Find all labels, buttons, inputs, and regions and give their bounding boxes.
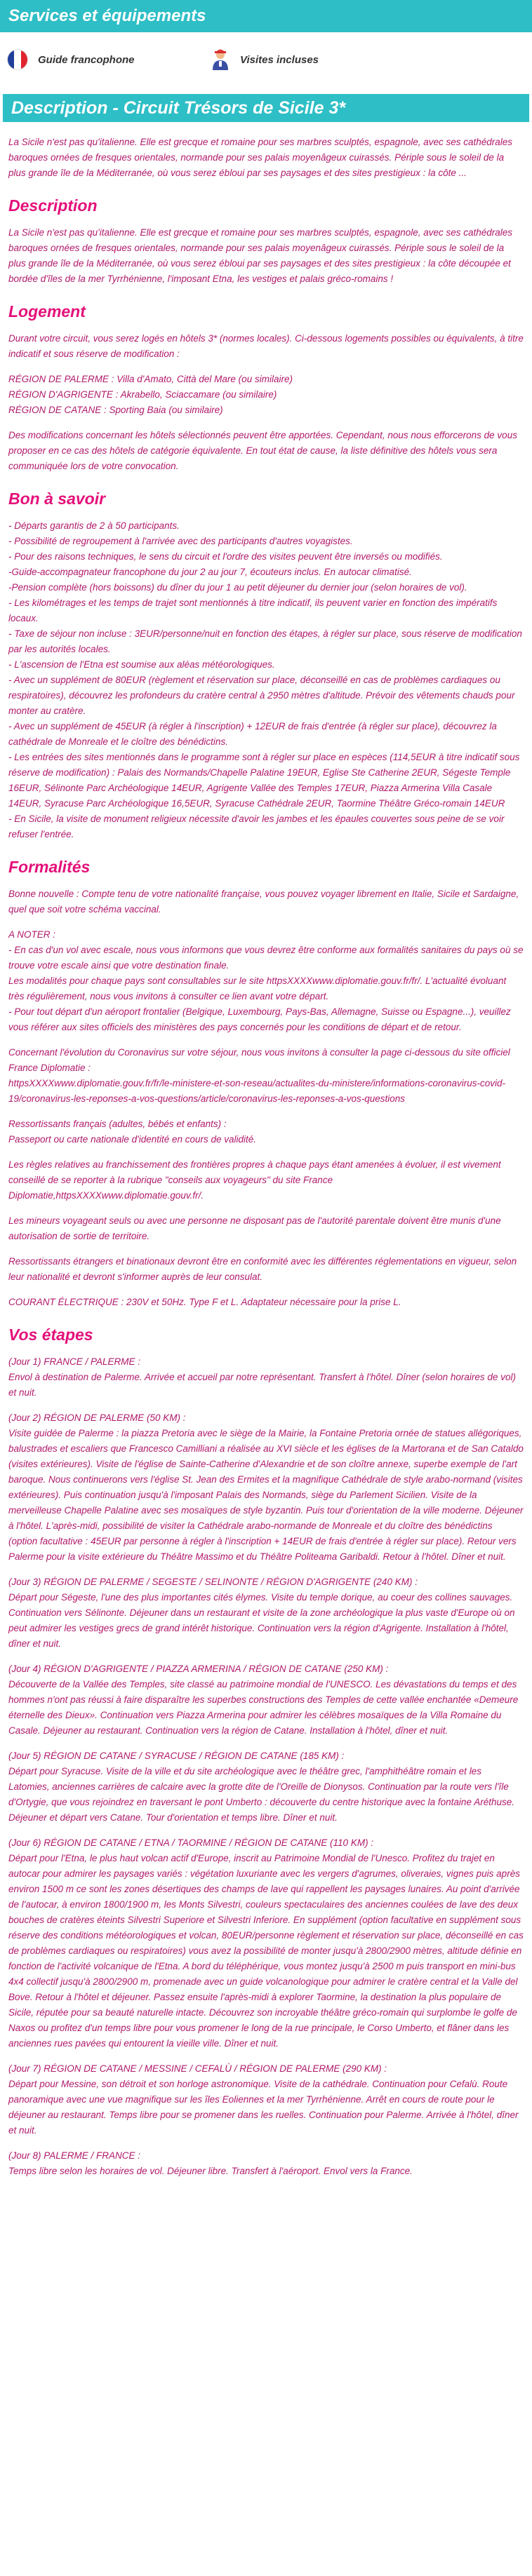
section-paragraph: (Jour 8) PALERME / FRANCE : Temps libre selon les horaires de vol. Déjeuner libre. Transfert à l'aéroport. Envol vers la France. <box>8 2150 413 2176</box>
section-paragraph: La Sicile n'est pas qu'italienne. Elle est grecque et romaine pour ses marbres sculptés, espagnole, avec ses cathédrales baroques ornées de fresques orientales, normande pour ses palais moyenâgeux cuirassés. Périple sous le soleil de la plus grande île de la Méditerranée, où vous serez ébloui par ses paysages et des sites prestigieux : la côte découpée et bordée d'îles de la mer Tyrrhénienne, l'imposant Etna, les vestiges et palais gréco-romains ! <box>8 227 513 284</box>
section-paragraph: (Jour 2) RÉGION DE PALERME (50 KM) : Visite guidée de Palerme : la piazza Pretoria avec le siège de la Mairie, la Fontaine Pretoria ornée de statues allégoriques, balustrades et escaliers que Francesco Camilliani a réalisée au XVI siècle et les églises de la Martorana et de San Cataldo (visites extérieures). Visite de l'église de Sainte-Catherine d'Alexandrie et de son cloître annexe, superbe exemple de l'art baroque. Nous continuerons vers l'église St. Jean des Ermites et la magnifique Cathédrale de style arabo-normand (visites extérieures). Puis continuation jusqu'à l'imposant Palais des Normands, siège du Parlement Sicilien. Visite de la merveilleuse Chapelle Palatine avec ses mosaïques de style byzantin. Puis tour d'orientation de la ville moderne. Déjeuner à l'hôtel. L'après-midi, possibilité de visiter la Cathédrale arabo-normande de Monreale et du cloître des bénédictins (option facultative : 45EUR par personne à régler à l'inscription + 14EUR de frais d'entrée à régler sur place). Retour vers Palerme pour la visite extérieure du Théâtre Massimo et du Théâtre Politeama Garibaldi. Retour à l'hôtel. Dîner et nuit. <box>8 1412 524 1562</box>
section-paragraph: COURANT ÉLECTRIQUE : 230V et 50Hz. Type F et L. Adaptateur nécessaire pour la prise L. <box>8 1297 401 1307</box>
intro-text: La Sicile n'est pas qu'italienne. Elle est grecque et romaine pour ses marbres sculptés, espagnole, avec ses cathédrales baroques ornées de fresques orientales, normande pour ses palais moyenâgeux cuirassés. Périple sous le soleil de la plus grande île de la Méditerranée, où vous serez ébloui par ses paysages et des sites prestigieux : la côte ... <box>8 137 513 178</box>
service-label: Guide francophone <box>38 53 135 66</box>
section-heading: Description <box>8 196 98 215</box>
section-paragraph: (Jour 3) RÉGION DE PALERME / SEGESTE / SELINONTE / RÉGION D'AGRIGENTE (240 KM) : Départ pour Ségeste, l'une des plus importantes cités élymes. Visite du temple dorique, au coeur des collines sauvages. Continuation vers Sélinonte. Déjeuner dans un restaurant et visite de la zone archéologique la plus vaste d'Europe où on peut admirer les vestiges grecs de grand intérêt historique. Continuation vers la région d'Agrigente. Installation à l'hôtel, dîner et nuit. <box>8 1577 515 1649</box>
section-paragraph: Les mineurs voyageant seuls ou avec une personne ne disposant pas de l'autorité parentale doivent être munis d'une autorisation de sortie de territoire. <box>8 1215 501 1241</box>
section-paragraph: Bonne nouvelle : Compte tenu de votre nationalité française, vous pouvez voyager librement en Italie, Sicile et Sardaigne, quel que soit votre schéma vaccinal. <box>8 889 519 915</box>
section-heading: Vos étapes <box>8 1326 93 1344</box>
section-heading: Bon à savoir <box>8 490 106 508</box>
section-paragraph: Concernant l'évolution du Coronavirus sur votre séjour, nous vous invitons à consulter la page ci-dessous du site officiel France Diplomatie : httpsXXXXwww.diplomatie.gouv.fr/fr/le-ministere-et-son-reseau/actualites-du-ministere/informations-coronavirus-covid-19/coronavirus-les-reponses-a-vos-questions/article/coronavirus-les-reponses-a-vos-questions <box>8 1047 510 1104</box>
services-banner: Services et équipements <box>0 0 532 32</box>
section-paragraph: Ressortissants étrangers et binationaux devront être en conformité avec les différentes réglementations en vigueur, selon leur nationalité et devront s'informer auprès de leur consulat. <box>8 1256 517 1282</box>
section-paragraph: - Départs garantis de 2 à 50 participants. - Possibilité de regroupement à l'arrivée avec des participants d'autres voyagistes. - Pour des raisons techniques, le sens du circuit et l'ordre des visites peuvent être inversés ou modifiés. -Guide-accompagnateur francophone du jour 2 au jour 7, écouteurs inclus. En autocar climatisé. -Pension complète (hors boissons) du dîner du jour 1 au petit déjeuner du dernier jour (selon horaires de vol). - Les kilométrages et les temps de trajet sont mentionnés à titre indicatif, ils peuvent varier en fonction des impératifs locaux. - Taxe de séjour non incluse : 3EUR/personne/nuit en fonction des étapes, à régler sur place, sous réserve de modification par les autorités locales. - L'ascension de l'Etna est soumise aux aléas météorologiques. - Avec un supplément de 80EUR (règlement et réservation sur place, déconseillé en cas de problèmes cardiaques ou respiratoires), découvrez les profondeurs du cratère central à 2950 mètres d'altitude. Prévoir des vêtements chauds pour monter au cratère. - Avec un supplément de 45EUR (à régler à l'inscription) + 12EUR de frais d'entrée (à régler sur place), découvrez la cathédrale de Monreale et le cloître des bénédictins. - Les entrées des sites mentionnés dans le programme sont à régler sur place en espèces (114,5EUR à titre indicatif sous réserve de modification) : Palais des Normands/Chapelle Palatine 19EUR, Eglise Ste Catherine 2EUR, Ségeste Temple 16EUR, Sélinonte Parc Archéologique 14EUR, Agrigente Vallée des Temples 17EUR, Piazza Armerina Villa Casale 14EUR, Syracuse Parc Archéologique 16,5EUR, Syracuse Cathédrale 2EUR, Taormine Théâtre Gréco-romain 14EUR - En Sicile, la visite de monument religieux nécessite d'avoir les jambes et les épaules couvertes sous peine de se voir refuser l'entrée. <box>8 520 522 839</box>
service-item-visits <box>211 49 319 70</box>
section-paragraph: (Jour 5) RÉGION DE CATANE / SYRACUSE / RÉGION DE CATANE (185 KM) : Départ pour Syracuse. Visite de la ville et du site archéologique avec le théâtre grec, l'amphithéâtre romain et les Latomies, anciennes carrières de calcaire avec la grotte dite de l'Oreille de Dionysos. Continuation par la route vers l'île d'Ortygie, que vous rejoindrez en traversant le pont Umberto : découverte du centre historique avec la fontaine Aréthuse. Déjeuner et départ vers Catane. Tour d'orientation et temps libre. Dîner et nuit. <box>8 1751 514 1823</box>
section-paragraph: (Jour 6) RÉGION DE CATANE / ETNA / TAORMINE / RÉGION DE CATANE (110 KM) : Départ pour l'Etna, le plus haut volcan actif d'Europe, inscrit au Patrimoine Mondial de l'Unesco. Profitez du trajet en autocar pour admirer les paysages variés : végétation luxuriante avec les vergers d'agrumes, oliveraies, vignes puis après environ 1500 m ce sont les zones désertiques des champs de lave qui rappellent les paysages lunaires. Au point d'arrivée de l'autocar, à environ 1800/1900 m, les Monts Silvestri, couleurs spectaculaires des anciennes coulées de lave des deux bouches de cratères éteints Silvestri Superiore et Silvestri Inferiore. En supplément (option facultative en supplément sous réserve des conditions météorologiques et volcan, 80EUR/personne règlement et réservation sur place, déconseillé en cas de problèmes cardiaques ou respiratoires) vous avez la possibilité de monter jusqu'à 2800/2900 mètres, altitude définie en fonction de l'activité volcanique de l'Etna. A bord du téléphérique, vous montez jusqu'à 2500 m puis transport en mini-bus 4x4 collectif jusqu'à 2800/2900 m, promenade avec un guide volcanologique pour admirer le cratère central et la Valle del Bove. Retour à l'hôtel et déjeuner. Passez ensuite l'après-midi à explorer Taormine, la destination la plus populaire de Sicile, réputée pour sa beauté naturelle intacte. Découvrez son incroyable théâtre gréco-romain qui surplombe le golfe de Naxos ou profitez d'un temps libre pour vous promener le long de la rue principale, le Corso Umberto, et flâner dans les anciennes rues pavées qui entourent la vieille ville. Dîner et nuit. <box>8 1837 524 2049</box>
main-content <box>0 135 532 2179</box>
services-list <box>0 32 532 94</box>
section-paragraph: A NOTER : - En cas d'un vol avec escale, nous vous informons que vous devrez être conforme aux formalités sanitaires du pays où se trouve votre escale ainsi que votre destination finale. Les modalités pour chaque pays sont consultables sur le site httpsXXXXwww.diplomatie.gouv.fr/fr/. L'actualité évoluant très régulièrement, nous vous invitons à consulter ce lien avant votre départ. - Pour tout départ d'un aéroport frontalier (Belgique, Luxembourg, Pays-Bas, Allemagne, Suisse ou Espagne...), veuillez vous référer aux sites officiels des ministères des pays concernés pour les conditions de départ et de retour. <box>8 929 524 1032</box>
section-paragraph: Des modifications concernant les hôtels sélectionnés peuvent être apportées. Cependant, nous nous efforcerons de vous proposer en ce cas des hôtels de catégorie équivalente. En tout état de cause, la liste définitive des hôtels vous sera communiquée lors de votre convocation. <box>8 430 517 471</box>
section-paragraph: (Jour 4) RÉGION D'AGRIGENTE / PIAZZA ARMERINA / RÉGION DE CATANE (250 KM) : Découverte de la Vallée des Temples, site classé au patrimoine mondial de l'UNESCO. Les dévastations du temps et des hommes n'ont pas réussi à faire disparaître les superbes constructions des Temples de cette vallée enchantée «Demeure éternelle des Dieux». Continuation vers Piazza Armerina pour admirer les célèbres mosaïques de la Villa Romaine du Casale. Déjeuner au restaurant. Continuation vers la région de Catane. Installation à l'hôtel, dîner et nuit. <box>8 1664 519 1736</box>
description-banner: Description - Circuit Trésors de Sicile 3* <box>3 94 529 122</box>
section-paragraph: Les règles relatives au franchissement des frontières propres à chaque pays étant amenées à évoluer, il est vivement conseillé de se reporter à la rubrique "conseils aux voyageurs" du site France Diplomatie,httpsXXXXwww.diplomatie.gouv.fr/. <box>8 1159 501 1201</box>
france-flag-icon <box>7 49 28 70</box>
section-paragraph: RÉGION DE PALERME : Villa d'Amato, Città del Mare (ou similaire) RÉGION D'AGRIGENTE : Akrabello, Sciaccamare (ou similaire) RÉGION DE CATANE : Sporting Baia (ou similaire) <box>8 374 293 415</box>
section-paragraph: (Jour 7) RÉGION DE CATANE / MESSINE / CEFALÙ / RÉGION DE PALERME (290 KM) : Départ pour Messine, son détroit et son horloge astronomique. Visite de la cathédrale. Continuation pour Cefalù. Route panoramique avec une vue magnifique sur les îles Eoliennes et la mer Tyrrhénienne. Arrêt en cours de route pour le déjeuner au restaurant. Temps libre pour se promener dans les ruelles. Continuation pour Palerme. Arrivée à l'hôtel, dîner et nuit. <box>8 2063 519 2136</box>
service-label: Visites incluses <box>240 53 319 66</box>
sections <box>8 196 524 2179</box>
section-heading: Logement <box>8 302 86 321</box>
guide-person-icon <box>211 49 230 70</box>
section-paragraph: Ressortissants français (adultes, bébés et enfants) : Passeport ou carte nationale d'identité en cours de validité. <box>8 1119 257 1145</box>
section-heading: Formalités <box>8 858 91 876</box>
section-paragraph: (Jour 1) FRANCE / PALERME : Envol à destination de Palerme. Arrivée et accueil par notre représentant. Transfert à l'hôtel. Dîner (selon horaires de vol) et nuit. <box>8 1356 516 1398</box>
section-paragraph: Durant votre circuit, vous serez logés en hôtels 3* (normes locales). Ci-dessous logements possibles ou équivalents, à titre indicatif et sous réserve de modification : <box>8 333 524 359</box>
service-item-guide <box>7 49 135 70</box>
